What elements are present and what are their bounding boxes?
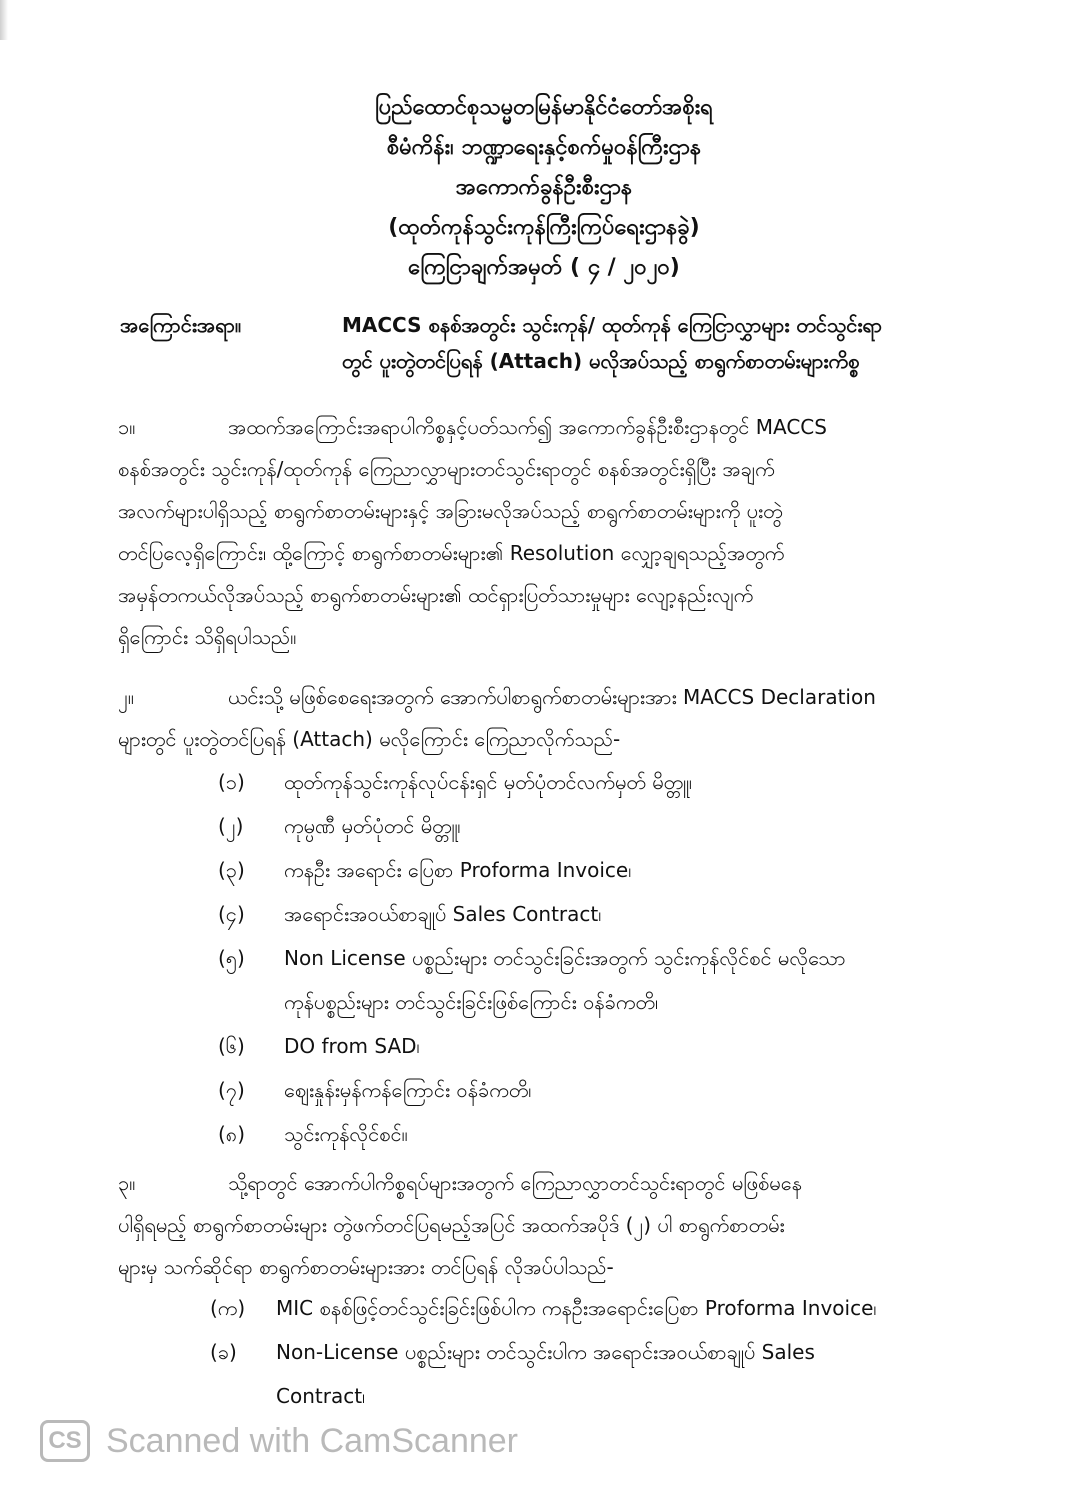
paragraph-line: ပါရှိရမည့် စာရွက်စာတမ်းများ တွဲဖက်တင်ပြရမည့်အပြင် အထက်အပိုဒ် (၂) ပါ စာရွက်စာတမ်း	[118, 1213, 785, 1237]
list-item	[218, 1024, 988, 1068]
list-marker: (၇)	[218, 1078, 245, 1102]
paragraph-text: သို့ရာတွင် အောက်ပါကိစ္စရပ်များအတွက် ကြေညာလွှာတင်သွင်းရာတွင် မဖြစ်မနေ	[228, 1171, 802, 1195]
list-item-continuation	[218, 980, 988, 1024]
list-item	[218, 848, 988, 892]
paragraph-line: ရှိကြောင်း သိရှိရပါသည်။	[118, 625, 297, 649]
list-item	[218, 892, 988, 936]
list-item	[218, 936, 988, 980]
paragraph-1	[118, 406, 984, 658]
document-header	[0, 88, 1088, 288]
header-line-3: အကောက်ခွန်ဦးစီးဌာန	[455, 175, 633, 200]
paragraph-line: တင်ပြလေ့ရှိကြောင်း၊ ထို့ကြောင့် စာရွက်စာတမ်းများ၏ Resolution လျှော့ချရသည့်အတွက်	[118, 541, 785, 565]
list-item-text: Contract၊	[276, 1384, 366, 1408]
list-marker: (၂)	[218, 814, 244, 838]
list-marker: (၈)	[218, 1122, 246, 1146]
list-marker: (၆)	[218, 1034, 245, 1058]
paragraph-line: အလက်များပါရှိသည့် စာရွက်စာတမ်းများနှင့် အခြားမလိုအပ်သည့် စာရွက်စာတမ်းများကို ပူးတွဲ	[118, 499, 783, 523]
list-item-text: ကနဦး အရောင်း ပြေစာ Proforma Invoice၊	[284, 858, 632, 882]
list-item-text: Non-License ပစ္စည်းများ တင်သွင်းပါက အရောင်းအဝယ်စာချုပ် Sales	[276, 1340, 815, 1364]
list-item-text: MIC စနစ်ဖြင့်တင်သွင်းခြင်းဖြစ်ပါက ကနဦးအရောင်းပြေစာ Proforma Invoice၊	[276, 1296, 877, 1320]
scan-edge-shadow	[0, 0, 8, 40]
list-item	[210, 1330, 990, 1374]
list-item-text: ကုမ္ပဏီ မှတ်ပုံတင် မိတ္တူ၊	[284, 814, 461, 838]
list-item	[210, 1286, 990, 1330]
list-item-text: ထုတ်ကုန်သွင်းကုန်လုပ်ငန်းရှင် မှတ်ပုံတင်လက်မှတ် မိတ္တူ၊	[284, 770, 693, 794]
paragraph-2	[118, 676, 984, 760]
paragraph-line: များမှ သက်ဆိုင်ရာ စာရွက်စာတမ်းများအား တင်ပြရန် လိုအပ်ပါသည်-	[118, 1255, 614, 1279]
list-item	[218, 760, 988, 804]
paragraph-line: အမှန်တကယ်လိုအပ်သည့် စာရွက်စာတမ်းများ၏ ထင်ရှားပြတ်သားမှုများ လျော့နည်းလျက်	[118, 583, 754, 607]
header-line-2: စီမံကိန်း၊ ဘဏ္ဍာရေးနှင့်စက်မှုဝန်ကြီးဌာန	[386, 135, 702, 160]
list-item-text: Non License ပစ္စည်းများ တင်သွင်းခြင်းအတွက် သွင်းကုန်လိုင်စင် မလိုသော	[284, 946, 846, 970]
paragraph-line: များတွင် ပူးတွဲတင်ပြရန် (Attach) မလိုကြောင်း ကြေညာလိုက်သည်-	[118, 727, 621, 751]
watermark-text: Scanned with CamScanner	[106, 1422, 519, 1460]
list-item-text: ဈေးနှုန်းမှန်ကန်ကြောင်း ဝန်ခံကတိ၊	[284, 1078, 532, 1102]
list-item-text: အရောင်းအဝယ်စာချုပ် Sales Contract၊	[284, 902, 602, 926]
subject-line-1: MACCS စနစ်အတွင်း သွင်းကုန်/ ထုတ်ကုန် ကြေငြာလွှာများ တင်သွင်းရာ	[342, 313, 883, 337]
paragraph-number: ၁။	[118, 415, 136, 439]
list-marker: (၃)	[218, 858, 245, 882]
list-item-text: သွင်းကုန်လိုင်စင်။	[284, 1122, 408, 1146]
notification-number: ကြေငြာချက်အမှတ် ( ၄ / ၂၀၂၀)	[408, 255, 680, 280]
list-item	[218, 1068, 988, 1112]
header-line-1: ပြည်ထောင်စုသမ္မတမြန်မာနိုင်ငံတော်အစိုးရ	[375, 95, 713, 120]
paragraph-number: ၂။	[118, 685, 134, 709]
list-marker: (က)	[210, 1296, 246, 1320]
list-item-text: DO from SAD၊	[284, 1034, 420, 1058]
list-marker: (ခ)	[210, 1340, 237, 1364]
list-marker: (၄)	[218, 902, 245, 926]
paragraph-line	[118, 406, 984, 448]
list-marker: (၁)	[218, 770, 245, 794]
subject-line-2: တွင် ပူးတွဲတင်ပြရန် (Attach) မလိုအပ်သည့် စာရွက်စာတမ်းများကိစ္စ	[342, 349, 860, 373]
list-item-text: ကုန်ပစ္စည်းများ တင်သွင်းခြင်းဖြစ်ကြောင်း ဝန်ခံကတိ၊	[284, 990, 659, 1014]
header-line-4: (ထုတ်ကုန်သွင်းကုန်ကြီးကြပ်ရေးဌာနခွဲ)	[388, 215, 700, 240]
document-list-1	[218, 760, 988, 1156]
paragraph-number: ၃။	[118, 1171, 136, 1195]
list-marker: (၅)	[218, 946, 245, 970]
document-list-2	[210, 1286, 990, 1418]
subject-label: အကြောင်းအရာ။	[120, 313, 242, 337]
paragraph-3	[118, 1162, 984, 1288]
list-item-continuation	[210, 1374, 990, 1418]
paragraph-text: ယင်းသို့ မဖြစ်စေရေးအတွက် အောက်ပါစာရွက်စာတမ်းများအား MACCS Declaration	[228, 685, 876, 709]
camscanner-logo-icon: CS	[40, 1420, 90, 1462]
list-item	[218, 1112, 988, 1156]
paragraph-text: အထက်အကြောင်းအရာပါကိစ္စနှင့်ပတ်သက်၍ အကောက်ခွန်ဦးစီးဌာနတွင် MACCS	[228, 415, 827, 439]
paragraph-line	[118, 1162, 984, 1204]
paragraph-line: စနစ်အတွင်း သွင်းကုန်/ထုတ်ကုန် ကြေညာလွှာများတင်သွင်းရာတွင် စနစ်အတွင်းရှိပြီး အချက်	[118, 457, 775, 481]
paragraph-line	[118, 676, 984, 718]
list-item	[218, 804, 988, 848]
